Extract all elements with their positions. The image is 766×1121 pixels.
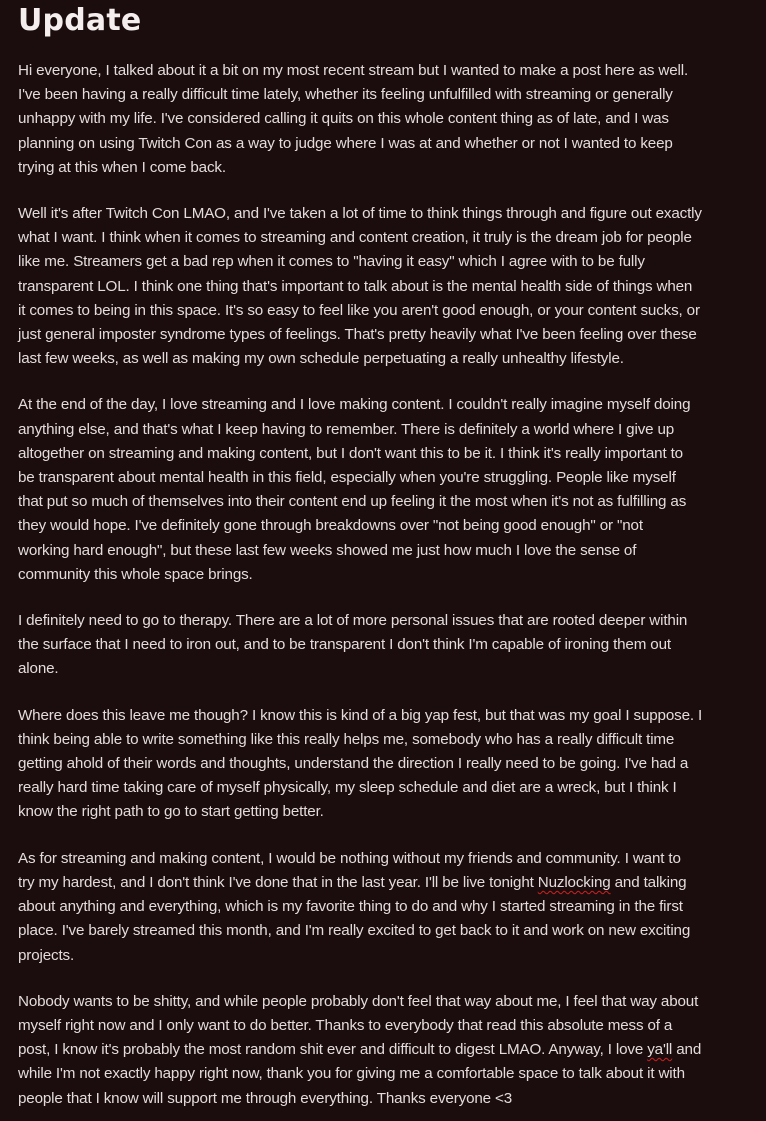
paragraph-line: people that I know will support me through everything. Thanks everyone <3 — [18, 1089, 513, 1107]
spellcheck-flagged-word[interactable]: ya'll — [647, 1041, 673, 1059]
paragraph-line: Nobody wants to be shitty, and while people probably don't feel that way about me, I feel that way about — [18, 992, 699, 1010]
post-paragraph — [18, 847, 736, 968]
paragraph-line: transparent LOL. I think one thing that's important to talk about is the mental health side of things when — [18, 277, 693, 295]
post-paragraph — [18, 393, 736, 587]
paragraph-line: know the right path to go to start getting better. — [18, 803, 324, 821]
paragraph-line: just general imposter syndrome types of feelings. That's pretty heavily what I've been feeling over these — [18, 326, 697, 344]
paragraph-line: they would hope. I've definitely gone through breakdowns over "not being good enough" or "not — [18, 517, 643, 535]
paragraph-line: Well it's after Twitch Con LMAO, and I've taken a lot of time to think things through and figure out exactly — [18, 205, 702, 223]
paragraph-line: Where does this leave me though? I know this is kind of a big yap fest, but that was my goal I suppose. I — [18, 706, 703, 724]
paragraph-line: while I'm not exactly happy right now, thank you for giving me a comfortable space to talk about it with — [18, 1065, 685, 1083]
paragraph-line: unhappy with my life. I've considered calling it quits on this whole content thing as of late, and I was — [18, 110, 669, 128]
paragraph-line: planning on using Twitch Con as a way to judge where I was at and whether or not I wanted to keep — [18, 134, 673, 152]
paragraph-line: myself right now and I only want to do better. Thanks to everybody that read this absolute mess of a — [18, 1016, 673, 1034]
post-body[interactable] — [18, 59, 736, 1111]
paragraph-line: anything else, and that's what I keep having to remember. There is definitely a world where I give up — [18, 420, 675, 438]
paragraph-line: try my hardest, and I don't think I've done that in the last year. I'll be live tonight Nuzlocking and talking — [18, 873, 687, 891]
paragraph-line: it comes to being in this space. It's so easy to feel like you aren't good enough, or your content sucks, or — [18, 301, 700, 319]
paragraph-line: that put so much of themselves into their content end up feeling it the most when it's not as fulfilling as — [18, 493, 687, 511]
paragraph-line: getting ahold of their words and thoughts, understand the direction I really need to be going. I've had a — [18, 755, 689, 773]
paragraph-line: be transparent about mental health in this field, especially when you're struggling. People like myself — [18, 469, 676, 487]
paragraph-line: altogether on streaming and making content, but I don't want this to be it. I think it's really important to — [18, 444, 683, 462]
paragraph-line: post, I know it's probably the most random shit ever and difficult to digest LMAO. Anyway, I love ya'll and — [18, 1041, 702, 1059]
paragraph-line: At the end of the day, I love streaming and I love making content. I couldn't really imagine myself doing — [18, 396, 691, 414]
paragraph-line: trying at this when I come back. — [18, 158, 226, 176]
paragraph-line: about anything and everything, which is my favorite thing to do and why I started streaming in the first — [18, 898, 683, 916]
paragraph-line: what I want. I think when it comes to streaming and content creation, it truly is the dream job for people — [18, 229, 692, 247]
paragraph-line: projects. — [18, 946, 75, 964]
paragraph-line: community this whole space brings. — [18, 565, 253, 583]
post-paragraph — [18, 202, 736, 371]
paragraph-line: Hi everyone, I talked about it a bit on my most recent stream but I wanted to make a post here as well. — [18, 62, 689, 79]
paragraph-line: really hard time taking care of myself physically, my sleep schedule and diet are a wreck, but I think I — [18, 779, 677, 797]
spellcheck-flagged-word[interactable]: Nuzlocking — [537, 873, 611, 891]
paragraph-line: the surface that I need to iron out, and to be transparent I don't think I'm capable of ironing them out — [18, 636, 671, 654]
post-paragraph — [18, 609, 736, 682]
paragraph-line: I definitely need to go to therapy. There are a lot of more personal issues that are rooted deeper within — [18, 612, 688, 630]
paragraph-line: alone. — [18, 660, 59, 678]
paragraph-line: working hard enough", but these last few weeks showed me just how much I love the sense of — [18, 541, 637, 559]
paragraph-line: last few weeks, as well as making my own schedule perpetuating a really unhealthy lifestyle. — [18, 350, 624, 368]
post-paragraph — [18, 990, 736, 1111]
post-paragraph — [18, 704, 736, 825]
post-paragraph — [18, 59, 736, 180]
paragraph-line: place. I've barely streamed this month, and I'm really excited to get back to it and work on new exciting — [18, 922, 691, 940]
paragraph-line: think being able to write something like this really helps me, somebody who has a really difficult time — [18, 730, 675, 748]
paragraph-line: I've been having a really difficult time lately, whether its feeling unfulfilled with streaming or generally — [18, 86, 673, 104]
paragraph-line: like me. Streamers get a bad rep when it comes to "having it easy" which I agree with to be fully — [18, 253, 645, 271]
post-title: Update — [18, 3, 142, 38]
paragraph-line: As for streaming and making content, I would be nothing without my friends and community. I want to — [18, 849, 681, 867]
